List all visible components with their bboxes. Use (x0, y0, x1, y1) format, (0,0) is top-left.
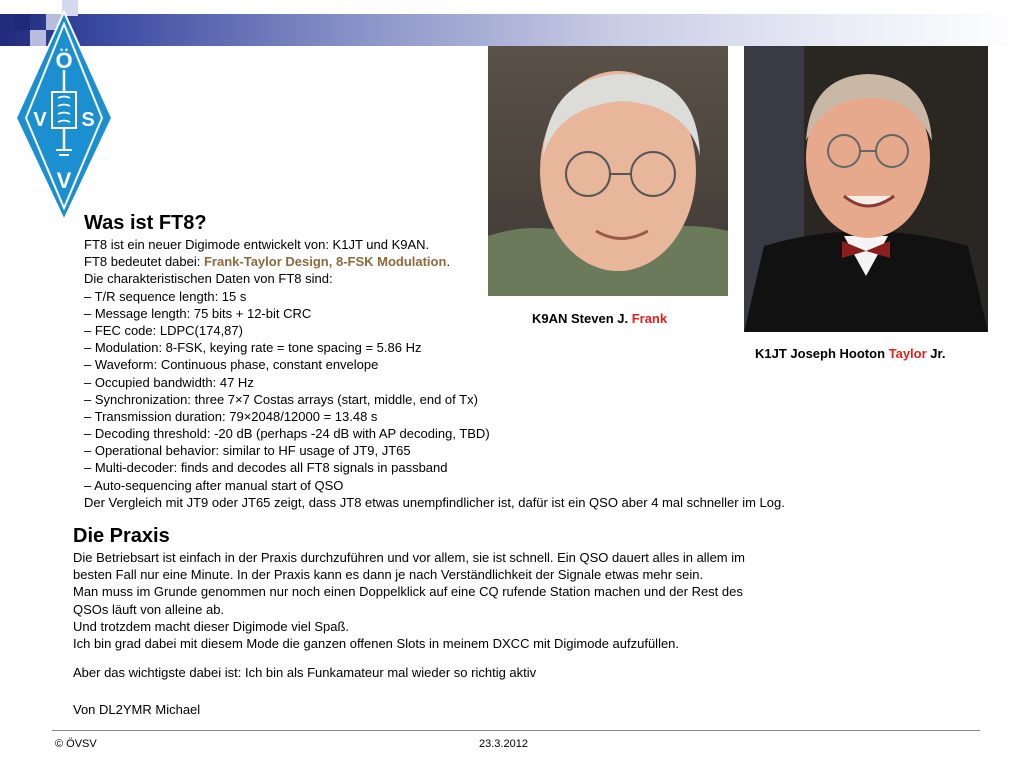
section1-intro2-prefix: FT8 bedeutet dabei: (84, 254, 204, 270)
logo-letter-left: V (33, 109, 47, 131)
section2-author: Von DL2YMR Michael (73, 702, 201, 717)
spec-line: – FEC code: LDPC(174,87) (84, 322, 243, 338)
spec-line: – Auto-sequencing after manual start of QSO (84, 477, 344, 493)
caption-k1jt-prefix: K1JT Joseph Hooton (755, 346, 889, 361)
caption-k9an-highlight: Frank (631, 311, 668, 326)
spec-line: – Occupied bandwidth: 47 Hz (84, 374, 254, 390)
footer-date: 23.3.2012 (479, 738, 528, 750)
caption-k9an-prefix: K9AN Steven J. (532, 311, 632, 326)
logo-letter-bottom: V (56, 168, 72, 193)
spec-line: – Multi-decoder: finds and decodes all FT8 signals in passband (84, 460, 448, 476)
section2-important: Aber das wichtigste dabei ist: Ich bin als Funkamateur mal wieder so richtig aktiv (73, 665, 537, 680)
spec-line: – Waveform: Continuous phase, constant envelope (84, 357, 379, 373)
section2-body (73, 549, 745, 652)
section1-title: Was ist FT8? (84, 212, 207, 234)
section1-intro1: FT8 ist ein neuer Digimode entwickelt von: K1JT und K9AN. (84, 237, 430, 252)
praxis-line: Ich bin grad dabei mit diesem Mode die ganzen offenen Slots in meinem DXCC mit Digimode aufzufüllen. (73, 635, 680, 651)
praxis-line: QSOs läuft von alleine ab. (73, 601, 225, 617)
footer-copyright: © ÖVSV (55, 738, 97, 750)
praxis-line: besten Fall nur eine Minute. In der Praxis kann es dann je nach Verständlichkeit der Signale etwas mehr sein. (73, 567, 704, 583)
spec-line: – Modulation: 8-FSK, keying rate = tone spacing = 5.86 Hz (84, 340, 422, 356)
spec-line: – Synchronization: three 7×7 Costas arrays (start, middle, end of Tx) (84, 391, 478, 407)
praxis-line: Und trotzdem macht dieser Digimode viel Spaß. (73, 618, 350, 634)
header-gradient-bar (0, 14, 1024, 46)
spec-line: – Decoding threshold: -20 dB (perhaps -24 dB with AP decoding, TBD) (84, 426, 490, 442)
section1-comparison: Der Vergleich mit JT9 oder JT65 zeigt, dass JT8 etwas unempfindlicher ist, dafür ist ein QSO aber 4 mal schneller im Log. (84, 494, 785, 510)
spec-line: – Operational behavior: similar to HF usage of JT9, JT65 (84, 443, 411, 459)
section2-title: Die Praxis (73, 525, 170, 547)
caption-k1jt-highlight: Taylor (888, 346, 927, 361)
section1-intro2-highlight: Frank-Taylor Design, 8-FSK Modulation (203, 254, 447, 270)
section1-intro3: Die charakteristischen Daten von FT8 sind: (84, 271, 333, 287)
section1-body (84, 236, 785, 511)
praxis-line: Man muss im Grunde genommen nur noch einen Doppelklick auf eine CQ rufende Station machen und der Rest des (73, 584, 743, 600)
logo-letter-top: Ö (55, 48, 73, 73)
praxis-line: Die Betriebsart ist einfach in der Praxis durchzuführen und vor allem, sie ist schnell. Ein QSO dauert alles in allem im (73, 550, 745, 565)
spec-line: – Transmission duration: 79×2048/12000 = 13.48 s (84, 408, 378, 424)
caption-k1jt-suffix: Jr. (926, 346, 946, 361)
footer-divider (52, 730, 980, 731)
section1-intro2-suffix: . (446, 254, 451, 270)
logo-letter-right: S (81, 109, 95, 131)
spec-line: – Message length: 75 bits + 12-bit CRC (84, 305, 312, 321)
section1-intro2 (84, 253, 785, 270)
spec-line: – T/R sequence length: 15 s (84, 288, 247, 304)
oevsv-logo (14, 10, 114, 222)
